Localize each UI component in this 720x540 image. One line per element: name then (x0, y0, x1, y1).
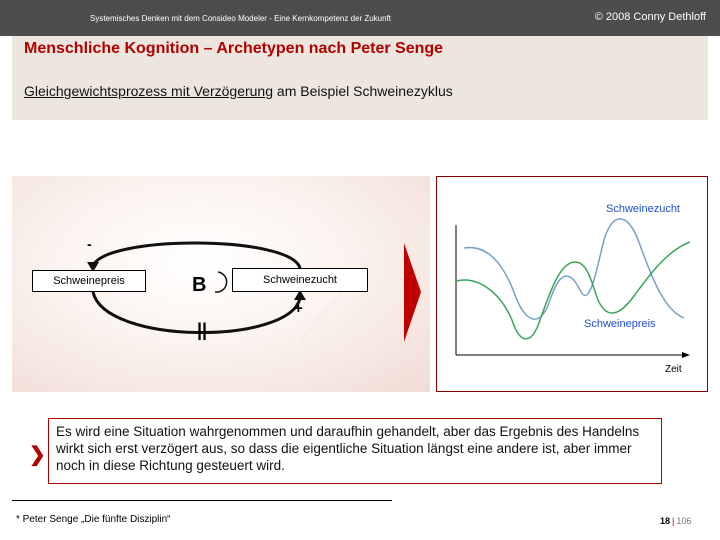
subtitle-rest: am Beispiel Schweinezyklus (273, 83, 453, 99)
note-text: Es wird eine Situation wahrgenommen und daraufhin gehandelt, aber das Ergebnis des Handelns wirkt sich erst verzögert aus, so dass die eigentliche Situation längst eine andere ist, aber immer noch in diese Richtung gesteuert wird. (56, 424, 640, 473)
chevron-right-icon: ❯ (29, 444, 46, 466)
page-separator: | (672, 516, 675, 526)
subtitle-underlined: Gleichgewichtsprozess mit Verzögerung (24, 83, 274, 99)
header-copyright: © 2008 Conny Dethloff (594, 11, 706, 23)
legend-schweinepreis: Schweinepreis (584, 318, 656, 330)
node-schweinezucht: Schweinezucht (232, 268, 368, 292)
header-presentation-title: Systemisches Denken mit dem Consideo Modeler - Eine Kernkompetenz der Zukunft (90, 14, 392, 23)
page-number (660, 516, 691, 526)
node-schweinepreis: Schweinepreis (32, 270, 146, 292)
polarity-plus: + (294, 300, 303, 317)
x-axis-label: Zeit (665, 364, 682, 375)
series-line-schweinezucht (464, 219, 684, 319)
page-current: 18 (660, 516, 671, 526)
polarity-minus: - (87, 236, 92, 252)
slide-title: Menschliche Kognition – Archetypen nach Peter Senge (24, 40, 444, 57)
legend-schweinezucht: Schweinezucht (606, 203, 680, 215)
x-axis-arrowhead (682, 352, 690, 358)
page-total: 106 (676, 516, 692, 526)
footnote: * Peter Senge „Die fünfte Disziplin“ (16, 514, 171, 525)
balancing-loop-label: B (192, 274, 207, 296)
footer-divider (12, 500, 392, 501)
delay-mark: || (197, 320, 208, 340)
